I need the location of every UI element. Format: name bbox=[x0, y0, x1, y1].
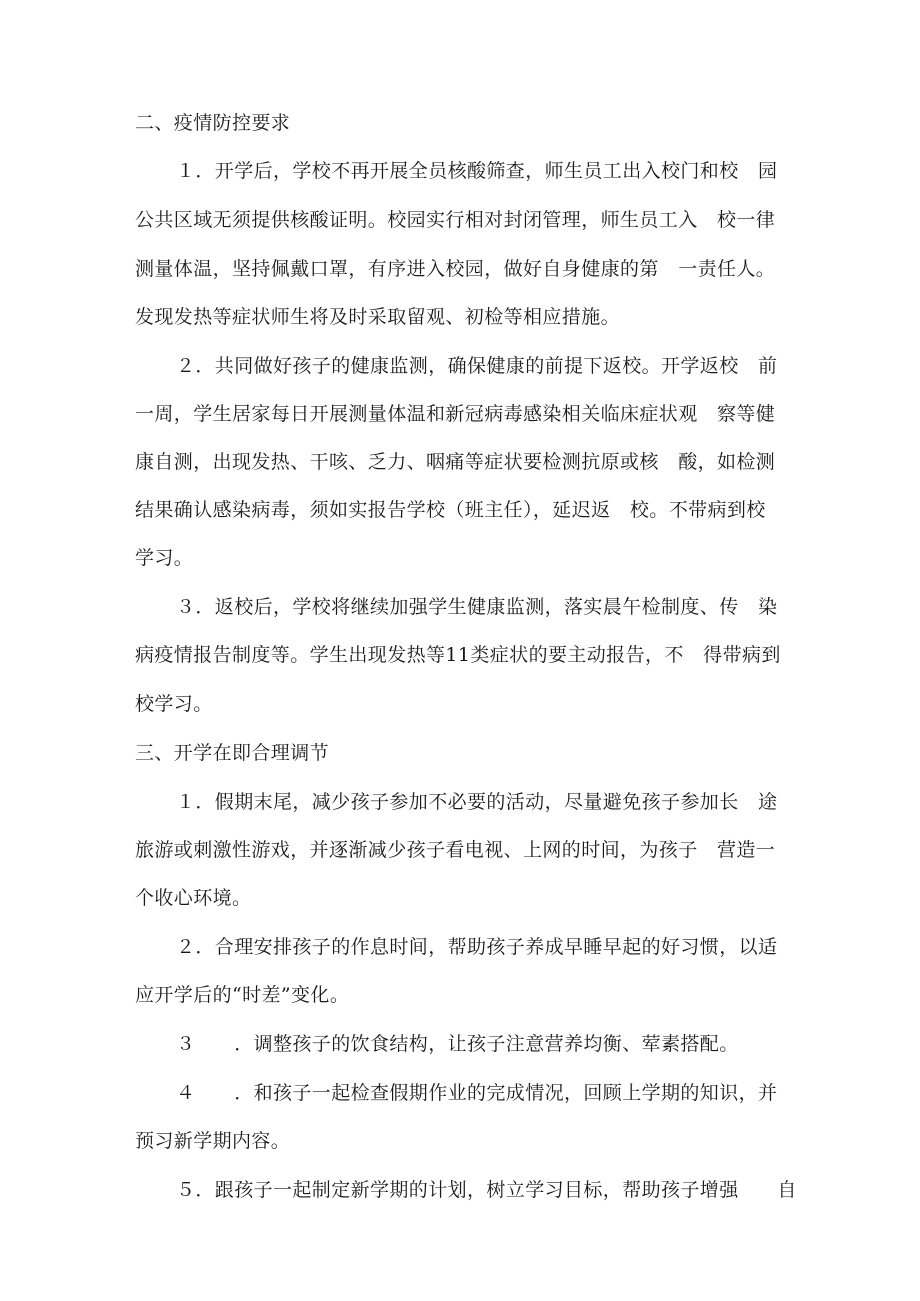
section-heading: 三、开学在即合理调节 bbox=[135, 742, 330, 764]
paragraph-line: 校学习。 bbox=[135, 693, 213, 715]
paragraph-line: １．假期末尾，减少孩子参加不必要的活动，尽量避免孩子参加长 途 bbox=[176, 791, 778, 813]
paragraph-line: 测量体温，坚持佩戴口罩，有序进入校园，做好自身健康的第 一责任人。 bbox=[135, 258, 776, 280]
paragraph-line: 公共区域无须提供核酸证明。校园实行相对封闭管理，师生员工入 校一律 bbox=[135, 209, 776, 231]
paragraph-line: 个收心环境。 bbox=[135, 887, 252, 909]
paragraph-line: 预习新学期内容。 bbox=[135, 1130, 291, 1152]
paragraph-line: ４ ．和孩子一起检查假期作业的完成情况，回顾上学期的知识，并 bbox=[176, 1082, 778, 1104]
paragraph-line: ２．共同做好孩子的健康监测，确保健康的前提下返校。开学返校 前 bbox=[176, 355, 778, 377]
paragraph-line: ２．合理安排孩子的作息时间，帮助孩子养成早睡早起的好习惯，以适 bbox=[176, 936, 778, 958]
paragraph-line: ３．返校后，学校将继续加强学生健康监测，落实晨午检制度、传 染 bbox=[176, 596, 778, 618]
paragraph-line: ３ ．调整孩子的饮食结构，让孩子注意营养均衡、荤素搭配。 bbox=[176, 1033, 739, 1055]
paragraph-line: 发现发热等症状师生将及时采取留观、初检等相应措施。 bbox=[135, 306, 621, 328]
paragraph-line: 学习。 bbox=[135, 547, 194, 569]
paragraph-line: 康自测，出现发热、干咳、乏力、咽痛等症状要检测抗原或核 酸，如检测 bbox=[135, 451, 776, 473]
paragraph-line: １．开学后，学校不再开展全员核酸筛查，师生员工出入校门和校 园 bbox=[176, 160, 778, 182]
paragraph-line: 旅游或刺激性游戏，并逐渐减少孩子看电视、上网的时间，为孩子 营造一 bbox=[135, 839, 776, 861]
paragraph-line: ５．跟孩子一起制定新学期的计划，树立学习目标，帮助孩子增强 自 bbox=[176, 1179, 797, 1201]
paragraph-line: 应开学后的“时差”变化。 bbox=[135, 984, 350, 1006]
paragraph-line: 病疫情报告制度等。学生出现发热等11类症状的要主动报告，不 得带病到 bbox=[135, 644, 781, 666]
paragraph-line: 一周，学生居家每日开展测量体温和新冠病毒感染相关临床症状观 察等健 bbox=[135, 403, 776, 425]
section-heading: 二、疫情防控要求 bbox=[135, 112, 291, 134]
paragraph-line: 结果确认感染病毒，须如实报告学校（班主任），延迟返 校。不带病到校 bbox=[135, 499, 766, 521]
